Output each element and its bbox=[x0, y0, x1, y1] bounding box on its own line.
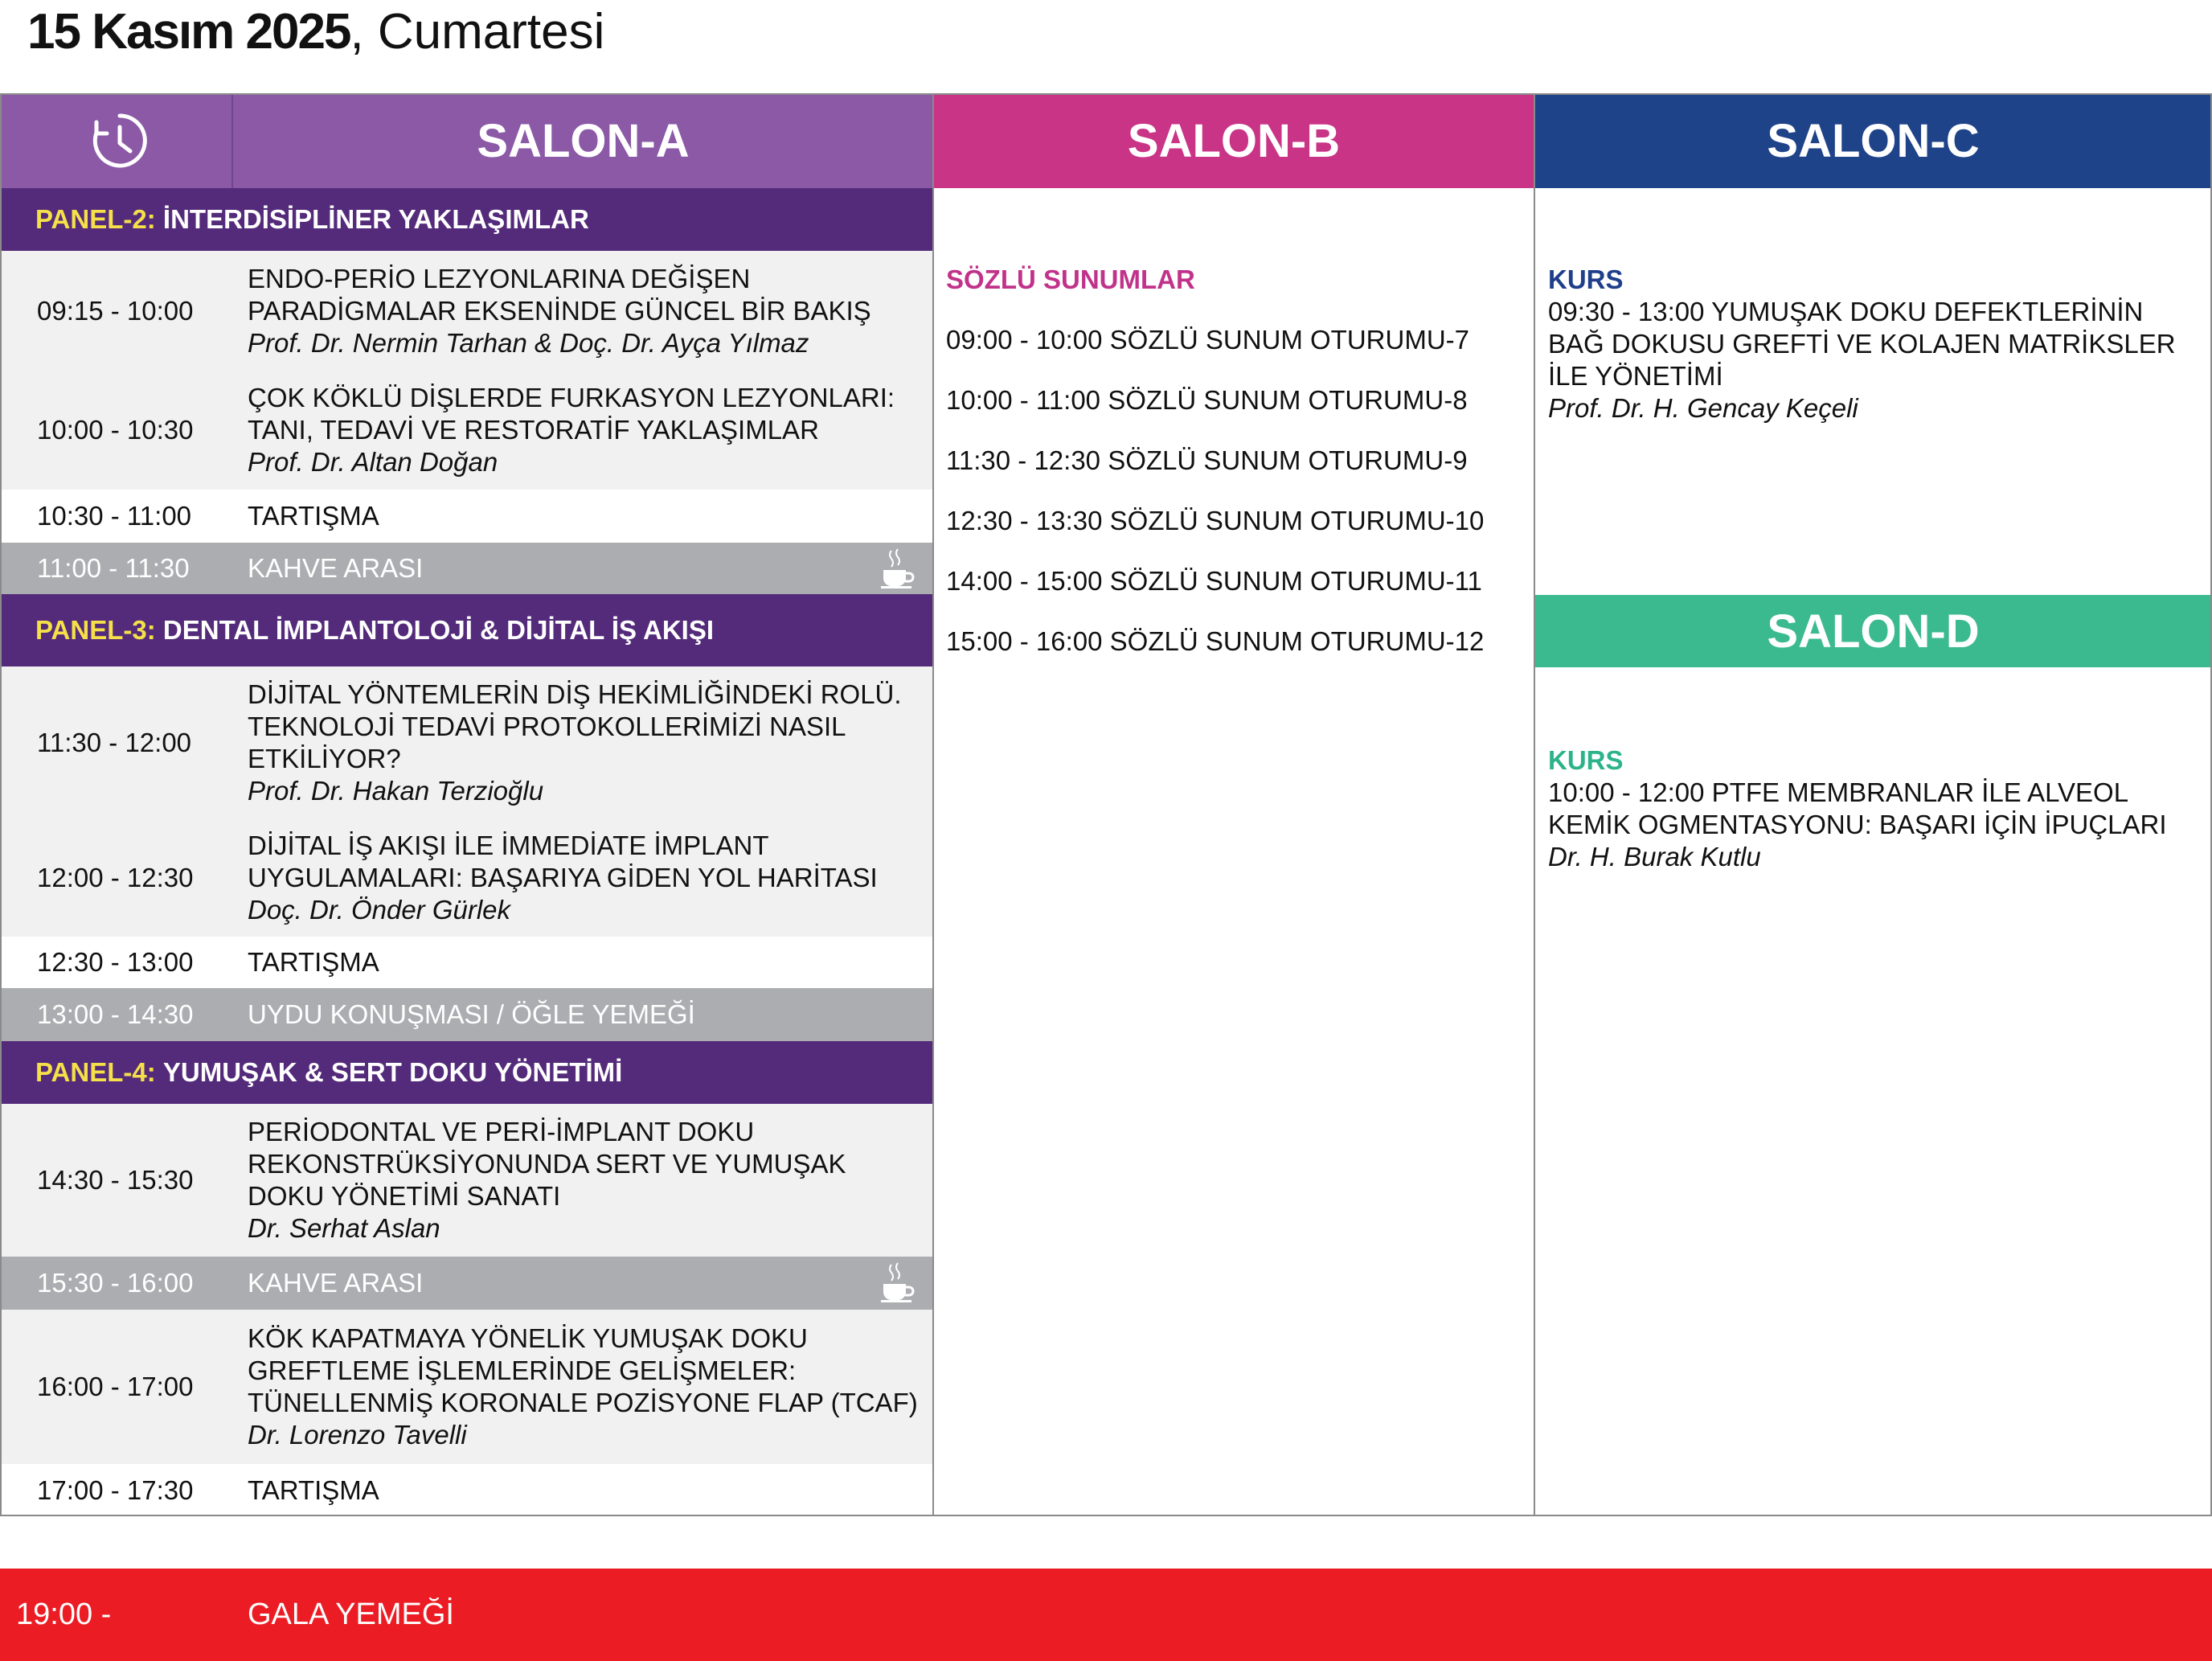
session-time: 11:00 - 11:30 bbox=[37, 553, 190, 583]
session-time: 09:15 - 10:00 bbox=[37, 295, 194, 326]
column-divider bbox=[932, 93, 934, 1516]
coffee-cup-icon bbox=[880, 548, 917, 589]
panel-number: PANEL-4: bbox=[35, 1057, 156, 1087]
session-title: TARTIŞMA bbox=[248, 947, 379, 977]
session-title: PERİODONTAL VE PERİ-İMPLANT DOKU REKONSTRÜKSİYONUNDA SERT VE YUMUŞAK DOKU YÖNETİMİ SANATI bbox=[248, 1117, 846, 1211]
salon-d-content bbox=[1548, 744, 2199, 873]
clock-icon bbox=[88, 109, 151, 172]
panel-4-header bbox=[0, 1041, 933, 1104]
session-row bbox=[0, 666, 933, 819]
salon-b-header: SALON-B bbox=[933, 93, 1534, 188]
session-speaker: Doç. Dr. Önder Gürlek bbox=[248, 895, 511, 925]
course-speaker: Dr. H. Burak Kutlu bbox=[1548, 842, 1761, 872]
session-row bbox=[0, 371, 933, 490]
session-speaker: Dr. Lorenzo Tavelli bbox=[248, 1420, 467, 1450]
session-title: ENDO-PERİO LEZYONLARINA DEĞİŞEN PARADİGMALAR EKSENİNDE GÜNCEL BİR BAKIŞ bbox=[248, 263, 871, 326]
course-time: 09:30 - 13:00 bbox=[1548, 297, 1705, 326]
session-time: 12:00 - 12:30 bbox=[37, 863, 194, 892]
session-row bbox=[0, 819, 933, 937]
oral-session-item: 09:00 - 10:00 SÖZLÜ SUNUM OTURUMU-7 bbox=[946, 325, 1469, 355]
session-time: 16:00 - 17:00 bbox=[37, 1372, 194, 1401]
session-title: ÇOK KÖKLÜ DİŞLERDE FURKASYON LEZYONLARI: TANI, TEDAVİ VE RESTORATİF YAKLAŞIMLAR bbox=[248, 383, 895, 445]
session-row bbox=[0, 1310, 933, 1464]
session-title: KAHVE ARASI bbox=[248, 553, 424, 583]
oral-session-item: 12:30 - 13:30 SÖZLÜ SUNUM OTURUMU-10 bbox=[946, 506, 1485, 535]
session-speaker: Prof. Dr. Nermin Tarhan & Doç. Dr. Ayça Yılmaz bbox=[248, 327, 809, 358]
break-row bbox=[0, 543, 933, 594]
session-title: DİJİTAL İŞ AKIŞI İLE İMMEDİATE İMPLANT UYGULAMALARI: BAŞARIYA GİDEN YOL HARİTASI bbox=[248, 830, 878, 892]
session-time: 10:30 - 11:00 bbox=[37, 501, 192, 531]
salon-c-label: KURS bbox=[1548, 265, 1624, 294]
session-title: TARTIŞMA bbox=[248, 1474, 379, 1505]
session-title: DİJİTAL YÖNTEMLERİN DİŞ HEKİMLİĞİNDEKİ ROLÜ. TEKNOLOJİ TEDAVİ PROTOKOLLERİMİZİ NASIL ETKİLİYOR? bbox=[248, 679, 902, 773]
clock-header-cell bbox=[0, 93, 233, 188]
gala-title: GALA YEMEĞİ bbox=[248, 1597, 454, 1631]
session-title: TARTIŞMA bbox=[248, 501, 379, 531]
salon-a-header: SALON-A bbox=[233, 93, 933, 188]
panel-title: İNTERDİSİPLİNER YAKLAŞIMLAR bbox=[162, 204, 589, 234]
session-speaker: Dr. Serhat Aslan bbox=[248, 1213, 440, 1243]
session-time: 17:00 - 17:30 bbox=[37, 1474, 194, 1505]
oral-session-item: 11:30 - 12:30 SÖZLÜ SUNUM OTURUMU-9 bbox=[946, 445, 1468, 475]
panel-number: PANEL-3: bbox=[35, 615, 156, 645]
column-divider bbox=[1534, 93, 1535, 1516]
salon-d-header: SALON-D bbox=[1534, 595, 2212, 667]
session-time: 15:30 - 16:00 bbox=[37, 1268, 194, 1298]
session-row bbox=[0, 937, 933, 988]
gala-dinner-bar bbox=[0, 1569, 2212, 1661]
session-time: 11:30 - 12:00 bbox=[37, 728, 192, 757]
course-title: YUMUŞAK DOKU DEFEKTLERİNİN BAĞ DOKUSU GREFTİ VE KOLAJEN MATRİKSLER İLE YÖNETİMİ bbox=[1548, 297, 2176, 391]
course-title: PTFE MEMBRANLAR İLE ALVEOL KEMİK OGMENTASYONU: BAŞARI İÇİN İPUÇLARI bbox=[1548, 777, 2167, 839]
gala-time: 19:00 - bbox=[16, 1597, 112, 1631]
panel-2-header bbox=[0, 188, 933, 251]
course-time: 10:00 - 12:00 bbox=[1548, 777, 1705, 807]
session-title: UYDU KONUŞMASI / ÖĞLE YEMEĞİ bbox=[248, 999, 695, 1029]
salon-b-content bbox=[946, 264, 1525, 658]
panel-title: DENTAL İMPLANTOLOJİ & DİJİTAL İŞ AKIŞI bbox=[162, 615, 715, 645]
salon-d-label: KURS bbox=[1548, 745, 1624, 775]
session-time: 13:00 - 14:30 bbox=[37, 999, 194, 1029]
session-title: KÖK KAPATMAYA YÖNELİK YUMUŞAK DOKU GREFTLEME İŞLEMLERİNDE GELİŞMELER: TÜNELLENMİŞ KORONALE POZİSYONE FLAP (TCAF) bbox=[248, 1323, 918, 1417]
panel-number: PANEL-2: bbox=[35, 204, 156, 234]
panel-3-header bbox=[0, 594, 933, 666]
oral-session-item: 14:00 - 15:00 SÖZLÜ SUNUM OTURUMU-11 bbox=[946, 566, 1482, 596]
session-time: 10:00 - 10:30 bbox=[37, 415, 194, 445]
page-day: , Cumartesi bbox=[350, 4, 605, 59]
session-row bbox=[0, 490, 933, 543]
schedule-grid bbox=[0, 93, 2212, 1516]
lunch-row bbox=[0, 988, 933, 1041]
session-speaker: Prof. Dr. Altan Doğan bbox=[248, 447, 498, 477]
session-title: KAHVE ARASI bbox=[248, 1268, 424, 1298]
session-row bbox=[0, 1464, 933, 1516]
session-speaker: Prof. Dr. Hakan Terzioğlu bbox=[248, 776, 544, 806]
salon-c-content bbox=[1548, 264, 2199, 424]
panel-title: YUMUŞAK & SERT DOKU YÖNETİMİ bbox=[162, 1057, 623, 1087]
course-speaker: Prof. Dr. H. Gencay Keçeli bbox=[1548, 393, 1858, 423]
page-date: 15 Kasım 2025 bbox=[27, 4, 350, 59]
oral-session-item: 15:00 - 16:00 SÖZLÜ SUNUM OTURUMU-12 bbox=[946, 626, 1485, 656]
salon-c-header: SALON-C bbox=[1534, 93, 2212, 188]
oral-session-item: 10:00 - 11:00 SÖZLÜ SUNUM OTURUMU-8 bbox=[946, 385, 1468, 415]
session-row bbox=[0, 1104, 933, 1257]
coffee-cup-icon bbox=[880, 1261, 917, 1303]
session-time: 14:30 - 15:30 bbox=[37, 1165, 194, 1195]
page-title bbox=[27, 2, 604, 63]
session-row bbox=[0, 251, 933, 371]
break-row bbox=[0, 1257, 933, 1310]
salon-b-label: SÖZLÜ SUNUMLAR bbox=[946, 265, 1195, 294]
session-time: 12:30 - 13:00 bbox=[37, 947, 194, 977]
